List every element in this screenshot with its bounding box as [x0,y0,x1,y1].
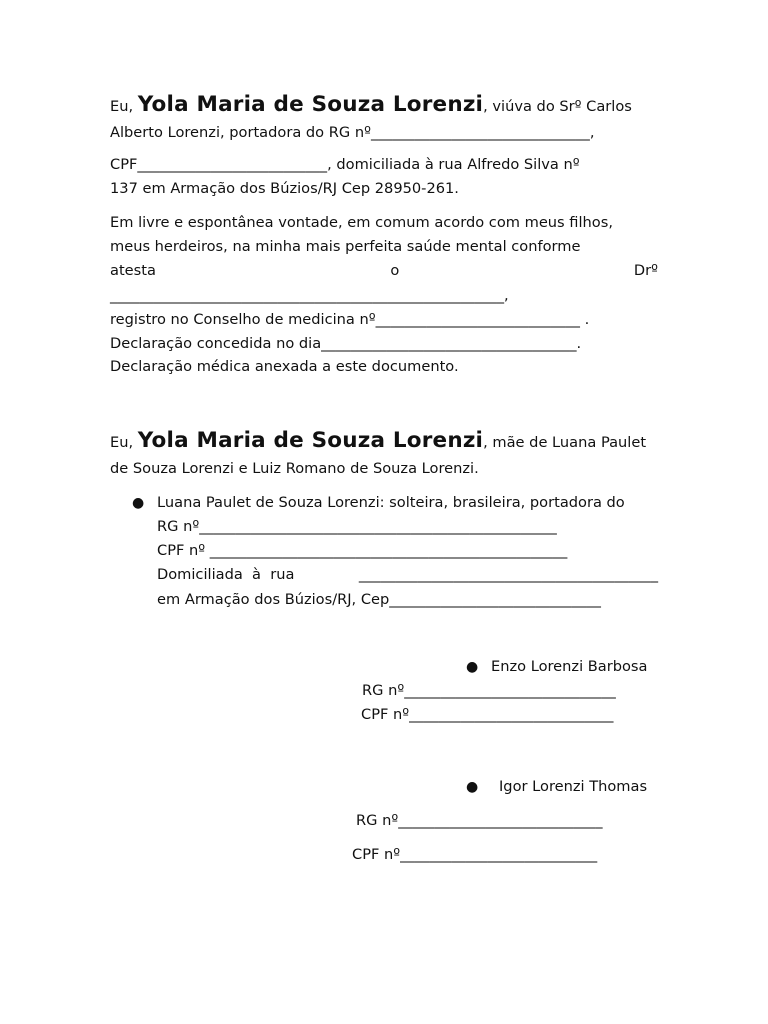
igor-cpf-line: CPF nº___________________________ [352,846,598,863]
doctor-name-blank: ______________________________________________________, [110,287,509,304]
crm-registration-line: registro no Conselho de medicina nº____________________________ . [110,311,590,328]
bullet-icon: ● [466,659,479,675]
medical-attachment-line: Declaração médica anexada a este documento. [110,358,459,375]
declaration-date-line: Declaração concedida no dia___________________________________. [110,335,582,352]
consent-atesta: atesta [110,262,156,279]
consent-dr: Drº [633,262,658,279]
igor-rg-line: RG nº____________________________ [356,812,603,829]
luana-address-label: Domiciliada à rua [157,566,295,583]
consent-line-1: Em livre e espontânea vontade, em comum acordo com meus filhos, [110,214,613,231]
intro-line-2: Alberto Lorenzi, portadora do RG nº______________________________, [110,124,595,141]
consent-o: o [390,262,400,279]
intro-line-4: 137 em Armação dos Búzios/RJ Cep 28950-261. [110,180,459,197]
luana-address-blank: _________________________________________ [358,566,658,583]
luana-line-1: Luana Paulet de Souza Lorenzi: solteira, brasileira, portadora do [157,494,625,511]
mother-name: Yola Maria de Souza Lorenzi [137,428,484,453]
luana-cep-line: em Armação dos Búzios/RJ, Cep_____________________________ [157,591,601,608]
second-mother-text: , mãe de Luana Paulet [483,434,647,451]
declarant-name: Yola Maria de Souza Lorenzi [137,92,484,117]
luana-cpf-line: CPF nº _________________________________________________ [157,542,568,559]
intro-line-1 [110,92,658,120]
bullet-icon: ● [466,779,479,795]
enzo-name: Enzo Lorenzi Barbosa [491,658,648,675]
enzo-rg-line: RG nº_____________________________ [362,682,616,699]
luana-rg-line: RG nº_________________________________________________ [157,518,557,535]
second-eu: Eu, [110,434,138,451]
luana-address-line [157,564,658,586]
second-line-2: de Souza Lorenzi e Luiz Romano de Souza Lorenzi. [110,460,479,477]
enzo-cpf-line: CPF nº____________________________ [361,706,614,723]
intro-widow-text: , viúva do Srº Carlos [483,98,632,115]
second-line-1 [110,428,658,456]
igor-name: Igor Lorenzi Thomas [499,778,648,795]
consent-line-2: meus herdeiros, na minha mais perfeita saúde mental conforme [110,238,581,255]
intro-eu: Eu, [110,98,138,115]
bullet-icon: ● [132,495,145,511]
consent-line-3 [110,260,658,282]
intro-line-3: CPF__________________________, domiciliada à rua Alfredo Silva nº [110,156,580,173]
